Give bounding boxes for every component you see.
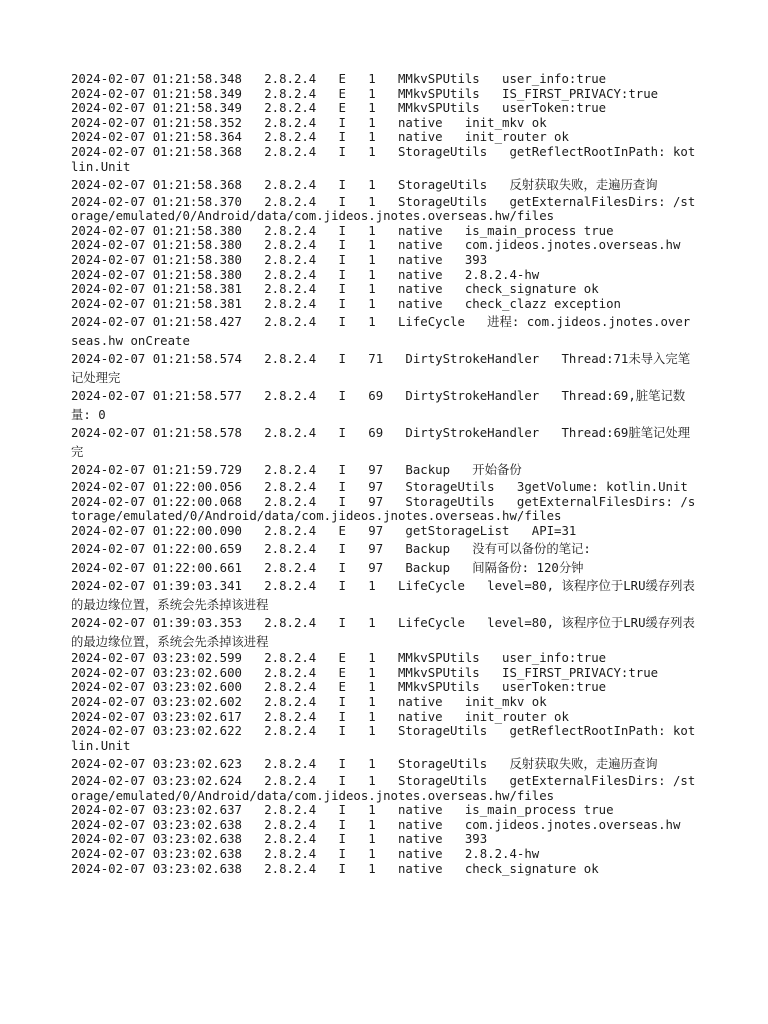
log-line: 2024-02-07 03:23:02.600 2.8.2.4 E 1 MMkvSPUtils userToken:true xyxy=(71,680,607,695)
log-line: 2024-02-07 01:22:00.090 2.8.2.4 E 97 getStorageList API=31 xyxy=(71,523,577,538)
log-line: 2024-02-07 01:21:58.370 2.8.2.4 I 1 StorageUtils getExternalFilesDirs: /storage/emulated/0/Android/data/com.jideos.jnotes.overseas.hw/files xyxy=(71,194,696,224)
log-line: 2024-02-07 01:22:00.659 2.8.2.4 I 97 Backup 没有可以备份的笔记: xyxy=(71,542,591,557)
log-line: 2024-02-07 01:21:58.427 2.8.2.4 I 1 LifeCycle 进程: com.jideos.jnotes.overseas.hw onCreate xyxy=(71,315,691,348)
log-line: 2024-02-07 03:23:02.622 2.8.2.4 I 1 StorageUtils getReflectRootInPath: kotlin.Unit xyxy=(71,724,696,753)
log-line: 2024-02-07 03:23:02.638 2.8.2.4 I 1 native check_signature ok xyxy=(71,861,599,876)
log-line: 2024-02-07 01:22:00.068 2.8.2.4 I 97 StorageUtils getExternalFilesDirs: /storage/emulated/0/Android/data/com.jideos.jnotes.overseas.hw/files xyxy=(71,494,696,524)
log-line: 2024-02-07 01:21:58.368 2.8.2.4 I 1 StorageUtils getReflectRootInPath: kotlin.Unit xyxy=(71,144,696,174)
log-line: 2024-02-07 01:21:58.574 2.8.2.4 I 71 DirtyStrokeHandler Thread:71未导入完笔记处理完 xyxy=(71,352,691,385)
log-line: 2024-02-07 01:21:58.381 2.8.2.4 I 1 native check_clazz exception xyxy=(71,296,621,311)
log-line: 2024-02-07 03:23:02.599 2.8.2.4 E 1 MMkvSPUtils user_info:true xyxy=(71,651,607,666)
log-line: 2024-02-07 01:21:58.368 2.8.2.4 I 1 StorageUtils 反射获取失败，走遍历查询 xyxy=(71,178,658,193)
log-line: 2024-02-07 03:23:02.624 2.8.2.4 I 1 StorageUtils getExternalFilesDirs: /storage/emulated/0/Android/data/com.jideos.jnotes.overseas.hw/files xyxy=(71,773,696,803)
log-line: 2024-02-07 01:21:58.352 2.8.2.4 I 1 native init_mkv ok xyxy=(71,115,547,130)
log-line: 2024-02-07 03:23:02.600 2.8.2.4 E 1 MMkvSPUtils IS_FIRST_PRIVACY:true xyxy=(71,665,659,680)
log-line: 2024-02-07 01:21:58.349 2.8.2.4 E 1 MMkvSPUtils userToken:true xyxy=(71,101,607,116)
log-line: 2024-02-07 03:23:02.638 2.8.2.4 I 1 native 393 xyxy=(71,832,488,847)
log-line: 2024-02-07 03:23:02.623 2.8.2.4 I 1 StorageUtils 反射获取失败，走遍历查询 xyxy=(71,757,658,772)
log-line: 2024-02-07 01:21:58.380 2.8.2.4 I 1 native is_main_process true xyxy=(71,223,614,238)
log-line: 2024-02-07 01:21:58.348 2.8.2.4 E 1 MMkvSPUtils user_info:true xyxy=(71,72,607,86)
log-line: 2024-02-07 01:21:58.380 2.8.2.4 I 1 native com.jideos.jnotes.overseas.hw xyxy=(71,238,681,253)
log-line: 2024-02-07 01:21:58.578 2.8.2.4 I 69 DirtyStrokeHandler Thread:69脏笔记处理完 xyxy=(71,426,691,459)
log-line: 2024-02-07 01:21:58.577 2.8.2.4 I 69 DirtyStrokeHandler Thread:69,脏笔记数量: 0 xyxy=(71,389,686,422)
log-line: 2024-02-07 03:23:02.638 2.8.2.4 I 1 native 2.8.2.4-hw xyxy=(71,846,540,861)
log-line: 2024-02-07 01:39:03.353 2.8.2.4 I 1 LifeCycle level=80, 该程序位于LRU缓存列表的最边缘位置，系统会先杀掉该进程 xyxy=(71,616,695,649)
log-line: 2024-02-07 01:21:58.349 2.8.2.4 E 1 MMkvSPUtils IS_FIRST_PRIVACY:true xyxy=(71,86,659,101)
log-line: 2024-02-07 01:21:58.364 2.8.2.4 I 1 native init_router ok xyxy=(71,130,569,145)
log-line: 2024-02-07 03:23:02.617 2.8.2.4 I 1 native init_router ok xyxy=(71,709,569,724)
log-line: 2024-02-07 03:23:02.638 2.8.2.4 I 1 native com.jideos.jnotes.overseas.hw xyxy=(71,817,681,832)
log-line: 2024-02-07 01:21:58.380 2.8.2.4 I 1 native 2.8.2.4-hw xyxy=(71,267,540,282)
log-line: 2024-02-07 01:22:00.661 2.8.2.4 I 97 Backup 间隔备份: 120分钟 xyxy=(71,560,584,575)
log-line: 2024-02-07 01:22:00.056 2.8.2.4 I 97 StorageUtils 3getVolume: kotlin.Unit xyxy=(71,479,688,494)
log-line: 2024-02-07 03:23:02.602 2.8.2.4 I 1 native init_mkv ok xyxy=(71,695,547,710)
log-line: 2024-02-07 01:21:59.729 2.8.2.4 I 97 Backup 开始备份 xyxy=(71,463,522,478)
log-line: 2024-02-07 01:21:58.381 2.8.2.4 I 1 native check_signature ok xyxy=(71,282,599,297)
log-line: 2024-02-07 03:23:02.637 2.8.2.4 I 1 native is_main_process true xyxy=(71,803,614,818)
log-line: 2024-02-07 01:39:03.341 2.8.2.4 I 1 LifeCycle level=80, 该程序位于LRU缓存列表的最边缘位置，系统会先杀掉该进程 xyxy=(71,579,695,612)
log-line: 2024-02-07 01:21:58.380 2.8.2.4 I 1 native 393 xyxy=(71,253,488,268)
log-text-block xyxy=(71,72,697,876)
